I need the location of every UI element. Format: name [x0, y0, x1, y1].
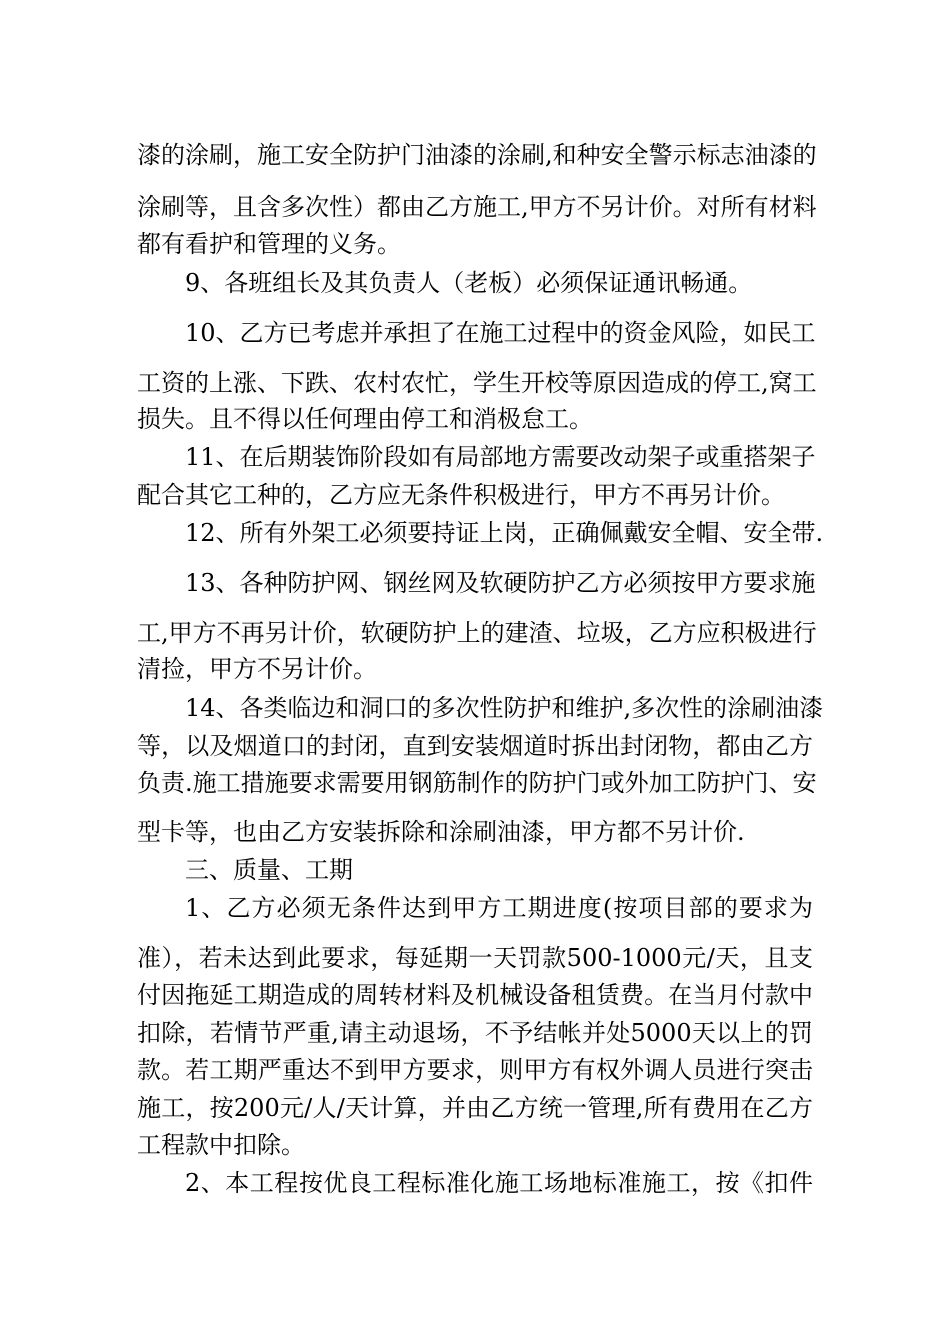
text-line: 都有看护和管理的义务。 [137, 230, 401, 258]
text-line: 13、各种防护网、钢丝网及软硬防护乙方必须按甲方要求施 [185, 569, 816, 597]
text-line: 11、在后期装饰阶段如有局部地方需要改动架子或重搭架子 [185, 443, 816, 471]
text-line: 扣除，若情节严重,请主动退场，不予结帐并处5000天以上的罚 [137, 1019, 813, 1047]
text-line: 准），若未达到此要求，每延期一天罚款500-1000元/天，且支 [137, 944, 813, 972]
text-line: 工,甲方不再另计价，软硬防护上的建渣、垃圾，乙方应积极进行 [137, 619, 817, 647]
text-line: 14、各类临边和洞口的多次性防护和维护,多次性的涂刷油漆 [185, 694, 824, 722]
text-line: 型卡等，也由乙方安装拆除和涂刷油漆，甲方都不另计价. [137, 818, 745, 846]
text-line: 9、各班组长及其负责人（老板）必须保证通讯畅通。 [185, 269, 753, 297]
text-line: 施工，按200元/人/天计算，并由乙方统一管理,所有费用在乙方 [137, 1094, 813, 1122]
text-line: 2、本工程按优良工程标准化施工场地标准施工，按《扣件 [185, 1169, 813, 1197]
text-line: 款。若工期严重达不到甲方要求，则甲方有权外调人员进行突击 [137, 1056, 813, 1084]
text-line: 损失。且不得以任何理由停工和消极怠工。 [137, 405, 593, 433]
text-line: 工程款中扣除。 [137, 1131, 305, 1159]
text-line: 工资的上涨、下跌、农村农忙，学生开校等原因造成的停工,窝工 [137, 369, 817, 397]
text-line: 负责.施工措施要求需要用钢筋制作的防护门或外加工防护门、安 [137, 769, 817, 797]
text-line: 等，以及烟道口的封闭，直到安装烟道时拆出封闭物，都由乙方 [137, 732, 813, 760]
text-line: 付因拖延工期造成的周转材料及机械设备租赁费。在当月付款中 [137, 981, 813, 1009]
section-heading: 三、质量、工期 [185, 856, 353, 884]
text-line: 1、乙方必须无条件达到甲方工期进度(按项目部的要求为 [185, 894, 813, 922]
text-line: 配合其它工种的，乙方应无条件积极进行，甲方不再另计价。 [137, 481, 785, 509]
text-line: 10、乙方已考虑并承担了在施工过程中的资金风险，如民工 [185, 319, 816, 347]
text-line: 12、所有外架工必须要持证上岗，正确佩戴安全帽、安全带. [185, 519, 824, 547]
text-line: 清捡，甲方不另计价。 [137, 655, 377, 683]
text-line: 涂刷等，且含多次性）都由乙方施工,甲方不另计价。对所有材料 [137, 193, 817, 221]
text-line: 漆的涂刷，施工安全防护门油漆的涂刷,和种安全警示标志油漆的 [137, 141, 817, 169]
